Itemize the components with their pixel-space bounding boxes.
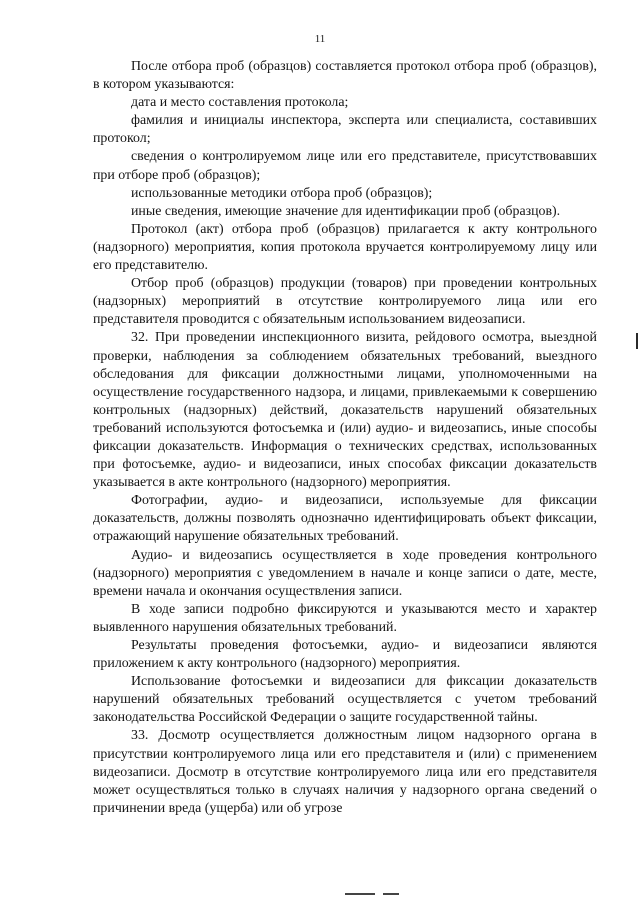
list-item: иные сведения, имеющие значение для идентификации проб (образцов). xyxy=(131,203,561,219)
paragraph: После отбора проб (образцов) составляется протокол отбора проб (образцов), в котором указываются: xyxy=(93,59,597,93)
margin-mark xyxy=(636,333,638,349)
document-body xyxy=(93,58,597,818)
section-32: 32. При проведении инспекционного визита, рейдового осмотра, выездной проверки, наблюдения за соблюдением обязательных требований, выездного обследования для фиксации должностными лицами, уполномоченными на осуществление государственного надзора, и лицами, привлекаемыми к совершению контрольных (надзорных) действий, доказательств нарушений обязательных требований используются фотосъемка и (или) аудио- и видеозапись, иные способы фиксации доказательств. Информация о технических средствах, использованных при фотосъемке, аудио- и видеозаписи, иных способах фиксации доказательств указывается в акте контрольного (надзорного) мероприятия. xyxy=(93,330,597,491)
section-33: 33. Досмотр осуществляется должностным лицом надзорного органа в присутствии контролируемого лица или его представителя и (или) с применением видеозаписи. Досмотр в отсутствие контролируемого лица или его представителя может осуществляться только в случаях наличия у надзорного органа сведений о причинении вреда (ущерба) или об угрозе xyxy=(93,728,597,816)
footer-scan-marks xyxy=(345,893,405,895)
list-item: дата и место составления протокола; xyxy=(131,95,349,111)
paragraph: Аудио- и видеозапись осуществляется в ходе проведения контрольного (надзорного) мероприятия с уведомлением в начале и конце записи о дате, месте, времени начала и окончания осуществления записи. xyxy=(93,547,597,599)
list-item: фамилия и инициалы инспектора, эксперта или специалиста, составивших протокол; xyxy=(93,113,597,147)
paragraph: Отбор проб (образцов) продукции (товаров) при проведении контрольных (надзорных) мероприятий в отсутствие контролируемого лица или его представителя проводится с обязательным использованием видеозаписи. xyxy=(93,276,597,328)
paragraph: Фотографии, аудио- и видеозаписи, используемые для фиксации доказательств, должны позволять однозначно идентифицировать объект фиксации, отражающий нарушение обязательных требований. xyxy=(93,493,597,545)
page-number: 11 xyxy=(314,33,326,45)
list-item: сведения о контролируемом лице или его представителе, присутствовавших при отборе проб (образцов); xyxy=(93,149,597,183)
list-item: использованные методики отбора проб (образцов); xyxy=(131,185,433,201)
paragraph: Результаты проведения фотосъемки, аудио- и видеозаписи являются приложением к акту контрольного (надзорного) мероприятия. xyxy=(93,638,597,672)
paragraph: В ходе записи подробно фиксируются и указываются место и характер выявленного нарушения обязательных требований. xyxy=(93,601,597,635)
paragraph: Протокол (акт) отбора проб (образцов) прилагается к акту контрольного (надзорного) мероприятия, копия протокола вручается контролируемому лицу или его представителю. xyxy=(93,221,597,274)
paragraph: Использование фотосъемки и видеозаписи для фиксации доказательств нарушений обязательных требований осуществляется с учетом требований законодательства Российской Федерации о защите государственной тайны. xyxy=(93,674,597,726)
